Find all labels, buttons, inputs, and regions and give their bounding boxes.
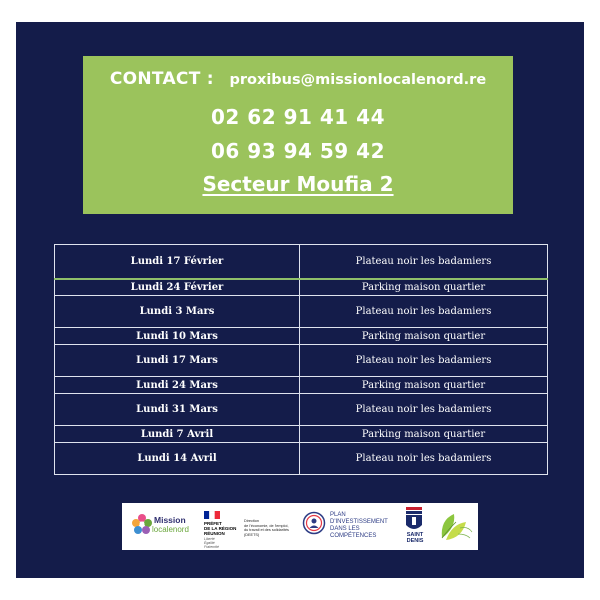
schedule-date: Lundi 10 Mars bbox=[55, 328, 300, 345]
schedule-date: Lundi 17 Février bbox=[55, 245, 300, 279]
table-row bbox=[55, 394, 548, 426]
schedule-date: Lundi 31 Mars bbox=[55, 394, 300, 426]
direction-text: Direction de l'économie, de l'emploi, du travail et des solidarités (DEETS) bbox=[244, 519, 289, 537]
schedule-place: Plateau noir les badamiers bbox=[300, 443, 548, 475]
marianne-icon bbox=[204, 511, 220, 519]
table-row bbox=[55, 328, 548, 345]
table-row bbox=[55, 345, 548, 377]
schedule-place: Parking maison quartier bbox=[300, 279, 548, 296]
city-emblem-icon bbox=[404, 507, 424, 533]
cinor-logo bbox=[436, 503, 476, 550]
table-row bbox=[55, 426, 548, 443]
table-row bbox=[55, 245, 548, 279]
schedule-place: Plateau noir les badamiers bbox=[300, 245, 548, 279]
mission-locale-logo bbox=[128, 503, 190, 550]
contact-box bbox=[83, 56, 513, 214]
table-row bbox=[55, 279, 548, 296]
logo-text: PRÉFET DE LA RÉGION RÉUNION bbox=[204, 521, 237, 536]
schedule-date: Lundi 7 Avril bbox=[55, 426, 300, 443]
table-row bbox=[55, 296, 548, 328]
contact-email[interactable]: proxibus@missionlocalenord.re bbox=[229, 72, 487, 88]
sector-title: Secteur Moufia 2 bbox=[202, 172, 394, 196]
flyer-panel bbox=[16, 22, 584, 578]
schedule-place: Plateau noir les badamiers bbox=[300, 296, 548, 328]
contact-label: CONTACT : bbox=[109, 69, 214, 89]
schedule-place: Plateau noir les badamiers bbox=[300, 345, 548, 377]
saint-denis-logo bbox=[398, 503, 434, 550]
prefet-logo bbox=[202, 503, 238, 550]
logo-text: PLAN D'INVESTISSEMENT DANS LES COMPÉTENCES bbox=[330, 512, 388, 539]
plan-investissement-logo bbox=[300, 503, 398, 550]
schedule-place: Plateau noir les badamiers bbox=[300, 394, 548, 426]
logo-text: SAINT DENIS bbox=[406, 532, 424, 544]
logo-text: localenord bbox=[152, 525, 189, 534]
schedule-table bbox=[54, 244, 548, 475]
table-row bbox=[55, 377, 548, 394]
flower-icon bbox=[130, 512, 154, 540]
leaf-icon bbox=[436, 508, 476, 544]
schedule-place: Parking maison quartier bbox=[300, 426, 548, 443]
table-row bbox=[55, 443, 548, 475]
schedule-date: Lundi 14 Avril bbox=[55, 443, 300, 475]
phone-number[interactable]: 02 62 91 41 44 bbox=[210, 105, 385, 129]
schedule-place: Parking maison quartier bbox=[300, 377, 548, 394]
logo-text: Liberté Égalité Fraternité bbox=[204, 537, 219, 549]
schedule-date: Lundi 24 Mars bbox=[55, 377, 300, 394]
phone-number[interactable]: 06 93 94 59 42 bbox=[210, 139, 385, 163]
partner-logos-strip bbox=[122, 503, 478, 550]
pic-emblem-icon bbox=[302, 511, 326, 535]
contact-line bbox=[83, 69, 513, 89]
logo-text: Mission bbox=[154, 515, 186, 525]
schedule-place: Parking maison quartier bbox=[300, 328, 548, 345]
schedule-date: Lundi 24 Février bbox=[55, 279, 300, 296]
schedule-date: Lundi 17 Mars bbox=[55, 345, 300, 377]
schedule-date: Lundi 3 Mars bbox=[55, 296, 300, 328]
